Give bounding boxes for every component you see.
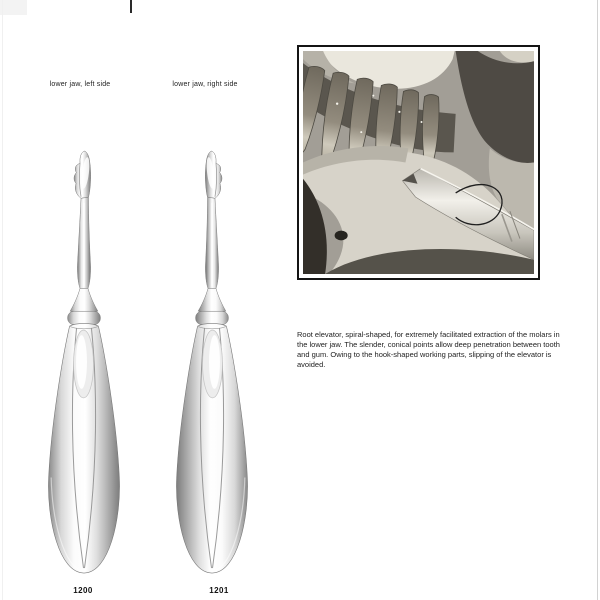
- product-description: Root elevator, spiral-shaped, for extremely facilitated extraction of the molars in the lower jaw. The slender, conical points allow deep penetration between tooth and gum. Owing to the hook-shaped working parts, slipping of the elevator is avoided.: [297, 329, 560, 370]
- label-lower-jaw-left: lower jaw, left side: [49, 81, 111, 88]
- root-elevator-right-illustration: [167, 149, 257, 577]
- root-elevator-left-illustration: [39, 149, 129, 577]
- page-edge-right: [597, 0, 598, 600]
- label-lower-jaw-right: lower jaw, right side: [172, 81, 238, 88]
- catalog-number-1201: 1201: [209, 586, 229, 595]
- inset-photo-frame: [297, 45, 540, 280]
- page-edge-left: [2, 0, 3, 600]
- scan-corner-patch: [0, 0, 27, 15]
- catalog-number-1200: 1200: [73, 586, 93, 595]
- top-crop-tick: [130, 0, 132, 13]
- inset-photo-skull-extraction: [303, 51, 534, 274]
